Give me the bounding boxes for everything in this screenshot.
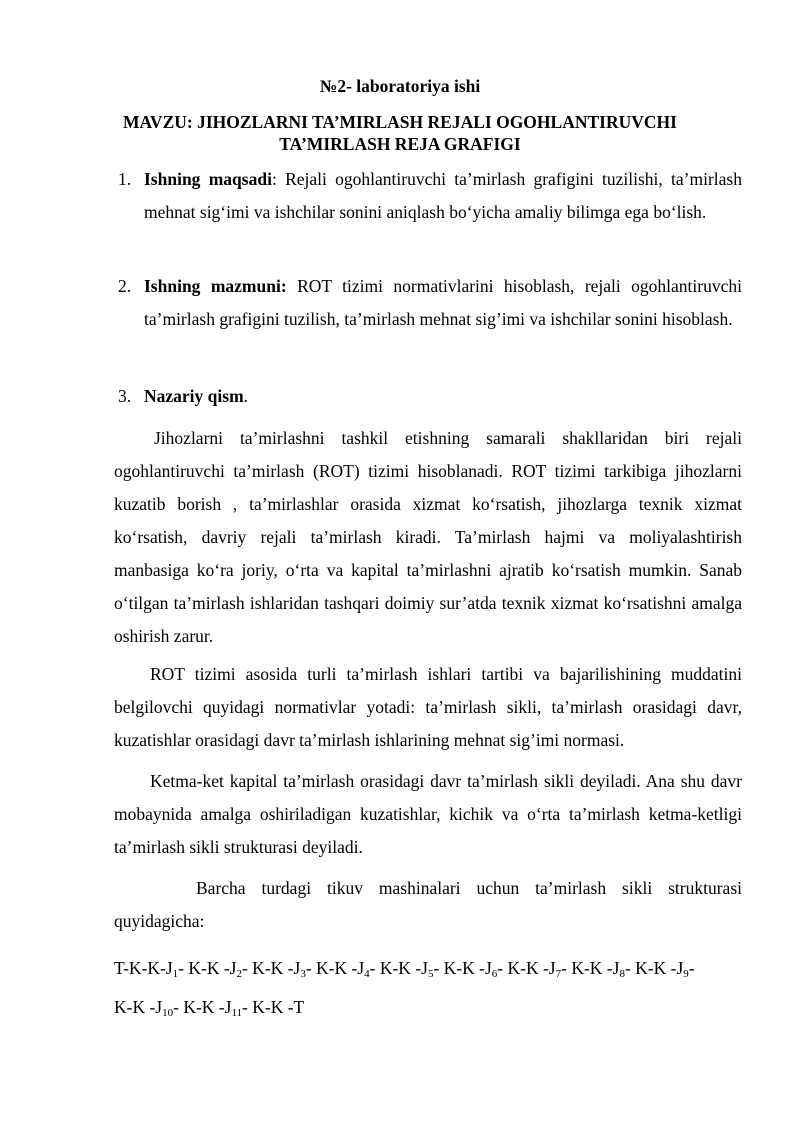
formula-term: - K-K -J — [241, 958, 301, 978]
formula-line — [114, 991, 754, 1030]
formula-subscript: 4 — [364, 968, 370, 980]
formula-term: - K-K -J — [497, 958, 556, 978]
formula-subscript: 5 — [427, 968, 434, 980]
formula-term: - K-K -J — [178, 958, 237, 978]
formula-term: - K-K -J — [561, 958, 620, 978]
list-item-theory — [118, 380, 742, 413]
list-item-goal — [118, 163, 742, 228]
formula-term: K-K -J — [114, 997, 163, 1017]
formula-subscript: 8 — [619, 968, 625, 980]
list-text: : Rejali ogohlantiruvchi ta’mirlash grafigini tuzilishi, ta’mirlash mehnat sig‘imi va ishchilar sonini aniqlash bo‘yicha amaliy bilimga ega bo‘lish. — [144, 169, 742, 222]
formula-term: - — [688, 958, 695, 978]
formula-term: - K-K -J — [369, 958, 428, 978]
list-text: ROT tizimi normativlarini hisoblash, rejali ogohlantiruvchi ta’mirlash grafigini tuzilish, ta’mirlash mehnat sig’imi va ishchilar sonini hisoblash. — [144, 276, 742, 329]
list-label: Nazariy qism — [144, 386, 244, 406]
list-text: . — [243, 386, 249, 406]
formula-term: - K-K -J — [433, 958, 492, 978]
formula-subscript: 10 — [162, 1007, 174, 1019]
paragraph-structure: Barcha turdagi tikuv mashinalari uchun ta’mirlash sikli strukturasi quyidagicha: — [114, 878, 742, 931]
formula-subscript: 6 — [491, 968, 498, 980]
formula-subscript: 7 — [555, 968, 562, 980]
formula-subscript: 3 — [300, 968, 306, 980]
topic-title: MAVZU: JIHOZLARNI TA’MIRLASH REJALI OGOHLANTIRUVCHI TA’MIRLASH REJA GRAFIGI — [123, 112, 677, 154]
formula-term: - K-K -J — [305, 958, 365, 978]
formula-term: - K-K -J — [624, 958, 684, 978]
list-item-content — [118, 270, 742, 335]
list-number: 1. — [118, 169, 132, 189]
formula-subscript: 9 — [683, 968, 689, 980]
paragraph-normatives: ROT tizimi asosida turli ta’mirlash ishlari tartibi va bajarilishining muddatini belgilovchi quyidagi normativlar yotadi: ta’mirlash sikli, ta’mirlash orasidagi davr, kuzatishlar orasidagi davr ta’mirlash ishlarining mehnat sig’imi normasi. — [114, 664, 742, 750]
list-number: 3. — [118, 386, 132, 406]
list-label: Ishning maqsadi — [144, 169, 272, 189]
paragraph-cycle: Ketma-ket kapital ta’mirlash orasidagi davr ta’mirlash sikli deyiladi. Ana shu davr mobaynida amalga oshiriladigan kuzatishlar, kichik va o‘rta ta’mirlash ketma-ketligi ta’mirlash sikli strukturasi deyiladi. — [114, 771, 742, 857]
lab-title: №2- laboratoriya ishi — [319, 76, 481, 96]
formula-subscript: 2 — [236, 968, 242, 980]
cycle-structure-formula — [114, 952, 754, 1030]
formula-subscript: 1 — [172, 968, 179, 980]
formula-term: - K-K -T — [242, 997, 305, 1017]
paragraph-rot-intro: Jihozlarni ta’mirlashni tashkil etishning samarali shakllaridan biri rejali ogohlantiruvchi ta’mirlash (ROT) tizimi hisoblanadi. ROT tizimi tarkibiga jihozlarni kuzatib borish , ta’mirlashlar orasida xizmat ko‘rsatish, jihozlarga texnik xizmat ko‘rsatish, davriy rejali ta’mirlash kiradi. Ta’mirlash hajmi va moliyalashtirish manbasiga ko‘ra joriy, o‘rta va kapital ta’mirlashni ajratib ko‘rsatish mumkin. Sanab o‘tilgan ta’mirlash ishlaridan tashqari doimiy sur’atda texnik xizmat ko‘rsatishni amalga oshirish zarur. — [114, 428, 742, 646]
formula-line — [114, 952, 754, 991]
formula-term: T-K-K-J — [114, 958, 173, 978]
list-number: 2. — [118, 276, 132, 296]
list-label: Ishning mazmuni: — [144, 276, 287, 296]
formula-term: - K-K -J — [173, 997, 232, 1017]
formula-subscript: 11 — [231, 1007, 243, 1019]
